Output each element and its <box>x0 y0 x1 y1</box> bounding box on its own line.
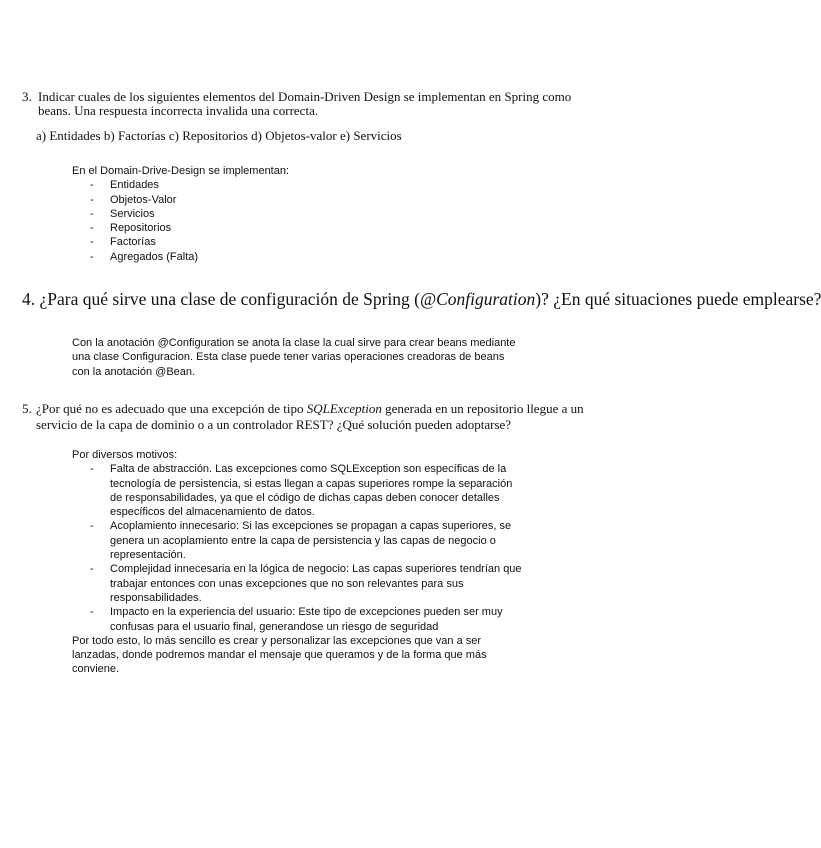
list-item: - Acoplamiento innecesario: Si las excepciones se propagan a capas superiores, se genera un acoplamiento entre la capa de persistencia y las capas de negocio o representación. <box>90 520 512 562</box>
answer-line: con la anotación @Bean. <box>72 365 196 378</box>
question-5-answer <box>72 448 572 677</box>
answer-intro: Por diversos motivos: <box>72 449 178 461</box>
question-3-text: Indicar cuales de los siguientes elementos del Domain-Driven Design se implementan en Spring como beans. Una respuesta incorrecta invalida una correcta. <box>38 89 572 118</box>
list-item: - Objetos-Valor <box>90 193 177 206</box>
question-4-answer <box>72 336 572 379</box>
question-5-text: ¿Por qué no es adecuado que una excepción de tipo SQLException generada en un repositorio llegue a un servicio de la capa de dominio o a un controlador REST? ¿Qué solución pueden adoptarse? <box>36 401 584 432</box>
answer-list <box>72 462 572 634</box>
list-item: - Agregados (Falta) <box>90 250 199 263</box>
answer-line: Con la anotación @Configuration se anota la clase la cual sirve para crear beans mediante <box>72 337 516 349</box>
list-item: - Servicios <box>90 207 155 220</box>
question-3-options: a) Entidades b) Factorías c) Repositorios d) Objetos-valor e) Servicios <box>36 128 402 143</box>
question-4-text: ¿Para qué sirve una clase de configuración de Spring (@Configuration)? ¿En qué situaciones puede emplearse? <box>39 289 821 309</box>
conclusion-line: conviene. <box>72 663 120 676</box>
list-item: - Repositorios <box>90 222 172 235</box>
question-4-number: 4. <box>22 289 36 309</box>
question-5-number: 5. <box>22 401 32 416</box>
question-3 <box>22 90 582 118</box>
answer-list <box>72 178 552 264</box>
question-5 <box>22 401 592 432</box>
question-3-number: 3. <box>22 89 32 104</box>
answer-line: una clase Configuracion. Esta clase puede tener varias operaciones creadoras de beans <box>72 351 505 364</box>
question-4 <box>22 289 821 310</box>
list-item: - Falta de abstracción. Las excepciones como SQLException son específicas de la tecnología de persistencia, si estas llegan a capas superiores rompe la separación de responsabilidades, ya que el código de dichas capas deben conocer detalles específicos del almacenamiento de datos. <box>90 463 513 519</box>
list-item: - Impacto en la experiencia del usuario: Este tipo de excepciones pueden ser muy confusas para el usuario final, generandose un riesgo de seguridad <box>90 606 503 633</box>
answer-intro: En el Domain-Drive-Design se implementan: <box>72 165 290 177</box>
list-item: - Complejidad innecesaria en la lógica de negocio: Las capas superiores tendrían que trabajar entonces con unas excepciones que no son relevantes para sus responsabilidades. <box>90 563 522 604</box>
question-3-answer <box>72 164 552 264</box>
conclusion-line: Por todo esto, lo más sencillo es crear y personalizar las excepciones que van a ser <box>72 634 482 647</box>
list-item: - Entidades <box>90 179 159 192</box>
conclusion-line: lanzadas, donde podremos mandar el mensaje que queramos y de la forma que más <box>72 649 487 662</box>
list-item: - Factorías <box>90 236 156 249</box>
